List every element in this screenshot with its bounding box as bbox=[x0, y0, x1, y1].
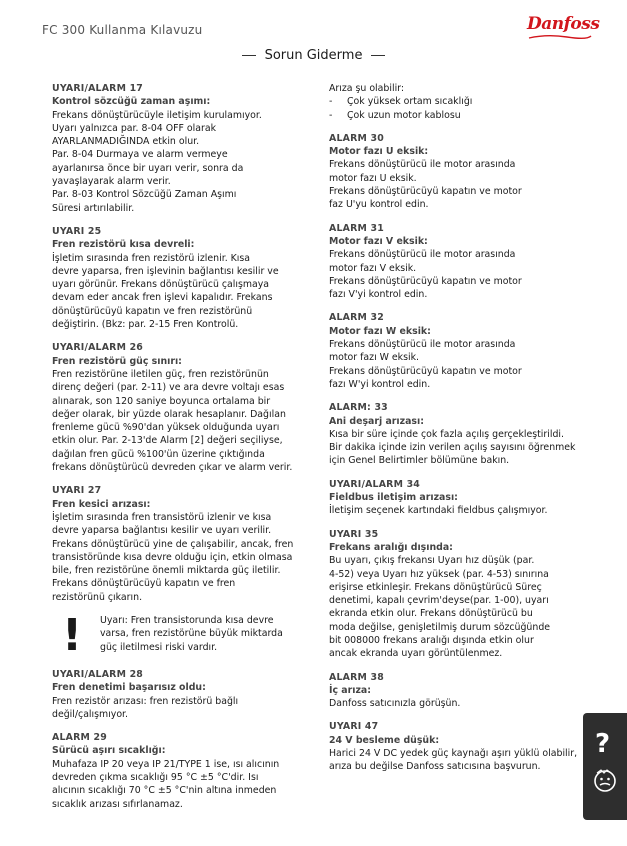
alarm-subtitle: İç arıza: bbox=[329, 684, 372, 696]
alarm-description-line: faz U'yu kontrol edin. bbox=[329, 199, 429, 211]
alarm-subtitle: Frekans aralığı dışında: bbox=[329, 541, 453, 553]
warning-note-text bbox=[92, 614, 283, 654]
alarm-description-line: Fren rezistörüne iletilen güç, fren rezistörünün bbox=[52, 368, 269, 380]
alarm-description-line: Frekans dönüştürücü ile motor arasında bbox=[329, 249, 516, 261]
alarm-description-line: Frekans dönüştürücü ile motor arasında bbox=[329, 159, 516, 171]
alarm-description-line: devre yaparsa, fren işlevinin bağlantısı kesilir ve bbox=[52, 265, 279, 277]
alarm-heading: UYARI 25 bbox=[52, 225, 102, 237]
alarm-subtitle: Fren denetimi başarısız oldu: bbox=[52, 682, 206, 694]
alarm-heading: ALARM 30 bbox=[329, 132, 384, 144]
bullet-text: Çok uzun motor kablosu bbox=[347, 109, 461, 121]
alarm-description-line: Frekans dönüştürücüyü kapatın ve motor bbox=[329, 365, 522, 377]
alarm-heading: UYARI/ALARM 26 bbox=[52, 342, 144, 354]
alarm-subtitle: Motor fazı U eksik: bbox=[329, 146, 429, 158]
alarm-entry bbox=[329, 82, 591, 122]
alarm-entry bbox=[52, 341, 314, 474]
alarm-subtitle: Motor fazı V eksik: bbox=[329, 235, 428, 247]
alarm-description-line: alınarak, son 120 saniye boyunca ortalama bir bbox=[52, 395, 271, 407]
alarm-description-line: fazı W'yi kontrol edin. bbox=[329, 378, 431, 390]
alarm-description-line: Par. 8-03 Kontrol Sözcüğü Zaman Aşımı bbox=[52, 189, 237, 201]
alarm-description-line: Frekans dönüştürücüyle iletişim kurulamıyor. bbox=[52, 109, 262, 121]
alarm-description-line: motor fazı U eksik. bbox=[329, 172, 417, 184]
alarm-description-line: sıcaklık arızası sıfırlanamaz. bbox=[52, 798, 183, 810]
alarm-description-line: motor fazı W eksik. bbox=[329, 352, 420, 364]
alarm-entry bbox=[52, 668, 314, 721]
alarm-subtitle: Ani deşarj arızası: bbox=[329, 415, 424, 427]
alarm-subtitle: Fieldbus iletişim arızası: bbox=[329, 492, 458, 504]
alarm-description-line: alıcının sıcaklığı 70 °C ±5 °C'nin altına inmeden bbox=[52, 785, 277, 797]
danfoss-logo: Danfoss bbox=[527, 14, 600, 34]
alarm-description-line: değil/çalışmıyor. bbox=[52, 708, 129, 720]
exclamation-icon: ! bbox=[61, 609, 83, 661]
alarm-entry bbox=[52, 225, 314, 331]
alarm-description-line: Frekans dönüştürücü ile motor arasında bbox=[329, 339, 516, 351]
alarm-description-line: İletişim seçenek kartındaki fieldbus çalışmıyor. bbox=[329, 505, 548, 517]
alarm-entry bbox=[52, 484, 314, 604]
alarm-description-line: transistöründe kısa devre olduğu için, etkin olmasa bbox=[52, 551, 293, 563]
alarm-description-line: Frekans dönüştürücüyü kapatın ve motor bbox=[329, 275, 522, 287]
alarm-entry bbox=[329, 671, 591, 711]
troubleshooting-face-icon bbox=[592, 767, 618, 793]
alarm-description-line: motor fazı V eksik. bbox=[329, 262, 417, 274]
alarm-subtitle: Sürücü aşırı sıcaklığı: bbox=[52, 745, 166, 757]
alarm-description-line: ekranda etkin olur. Frekans dönüştürücü bu bbox=[329, 608, 533, 620]
alarm-description-line: için Genel Belirtimler bölümüne bakın. bbox=[329, 455, 510, 467]
alarm-entry bbox=[329, 311, 591, 391]
alarm-entry bbox=[329, 478, 591, 518]
alarm-subtitle: 24 V besleme düşük: bbox=[329, 734, 440, 746]
alarm-description-line: yavaşlayarak alarm verir. bbox=[52, 176, 171, 188]
alarm-description-line: Frekans dönüştürücüyü kapatın ve motor bbox=[329, 186, 522, 198]
warning-line: güç iletilmesi riski vardır. bbox=[100, 641, 218, 653]
document-title: FC 300 Kullanma Kılavuzu bbox=[42, 23, 203, 37]
alarm-entry bbox=[52, 731, 314, 811]
alarm-entry bbox=[329, 401, 591, 467]
alarm-description-line: İşletim sırasında fren transistörü izlenir ve kısa bbox=[52, 511, 272, 523]
alarm-description-line: İşletim sırasında fren rezistörü izlenir. Kısa bbox=[52, 252, 251, 264]
alarm-heading: ALARM: 33 bbox=[329, 402, 388, 414]
warning-note bbox=[52, 609, 314, 661]
alarm-description-line: uyarı görünür. Frekans dönüştürücü çalışmaya bbox=[52, 279, 270, 291]
alarm-subtitle: Kontrol sözcüğü zaman aşımı: bbox=[52, 96, 211, 108]
alarm-heading: UYARI/ALARM 17 bbox=[52, 83, 144, 94]
alarm-entry bbox=[329, 720, 591, 773]
warning-line: varsa, fren rezistörüne büyük miktarda bbox=[100, 628, 283, 640]
alarm-description-line: etkin olur. Par. 2-13'de Alarm [2] değeri seçiliyse, bbox=[52, 435, 283, 447]
alarm-description-line: devam eder ancak fren işlevi kapalıdır. Frekans bbox=[52, 292, 273, 304]
alarm-heading: UYARI 35 bbox=[329, 528, 379, 540]
alarm-description-line: Arıza şu olabilir: bbox=[329, 83, 405, 94]
alarm-description-line: Uyarı yalnızca par. 8-04 OFF olarak bbox=[52, 122, 217, 134]
section-title-text: Sorun Giderme bbox=[264, 48, 363, 63]
alarm-description-line: değiştirin. (Bkz: par. 2-15 Fren Kontrolü. bbox=[52, 319, 239, 331]
alarm-description-line: Frekans dönüştürücüyü kapatın ve fren bbox=[52, 578, 236, 590]
alarm-description-line: fazı V'yi kontrol edin. bbox=[329, 289, 428, 301]
alarm-entry bbox=[329, 132, 591, 212]
alarm-description-line: dönüştürücüyü kapatın ve fren rezistörünü bbox=[52, 305, 253, 317]
alarm-description-line: bit 008000 frekans aralığı dışında etkin olur bbox=[329, 634, 534, 646]
alarm-heading: UYARI 47 bbox=[329, 721, 379, 733]
alarm-description-line: bile, fren rezistörüne önemli miktarda güç iletilir. bbox=[52, 565, 281, 577]
alarm-description-line: Frekans dönüştürücü yine de çalışabilir, ancak, fren bbox=[52, 538, 294, 550]
alarm-heading: ALARM 31 bbox=[329, 222, 384, 234]
alarm-description-line: rezistörünü çıkarın. bbox=[52, 591, 143, 603]
troubleshooting-side-tab[interactable] bbox=[583, 713, 627, 820]
alarm-subtitle: Fren rezistörü kısa devreli: bbox=[52, 239, 195, 251]
title-dash-left bbox=[242, 55, 256, 56]
section-title bbox=[0, 48, 627, 63]
alarm-entry bbox=[329, 222, 591, 302]
alarm-subtitle: Fren kesici arızası: bbox=[52, 498, 151, 510]
alarm-description-line: denetimi, kapalı çevrim'deyse(par. 1-00), uyarı bbox=[329, 595, 549, 607]
alarm-description-line: Par. 8-04 Durmaya ve alarm vermeye bbox=[52, 149, 228, 161]
alarm-description-line: Bu uyarı, çıkış frekansı Uyarı hız düşük (par. bbox=[329, 555, 535, 567]
left-column bbox=[52, 82, 314, 821]
alarm-description-line: Danfoss satıcınızla görüşün. bbox=[329, 698, 461, 710]
alarm-heading: ALARM 32 bbox=[329, 312, 384, 324]
alarm-subtitle: Fren rezistörü güç sınırı: bbox=[52, 355, 182, 367]
alarm-description-line: frenleme gücü %90'dan yüksek olduğunda uyarı bbox=[52, 422, 280, 434]
bullet-item bbox=[329, 109, 591, 122]
alarm-description-line: Muhafaza IP 20 veya IP 21/TYPE 1 ise, ısı alıcının bbox=[52, 758, 280, 770]
alarm-description-line: Süresi artırılabilir. bbox=[52, 202, 135, 214]
alarm-heading: ALARM 29 bbox=[52, 732, 107, 744]
logo-underline-swash bbox=[527, 34, 593, 40]
bullet-dash: - bbox=[329, 96, 333, 108]
alarm-description-line: arıza bu değilse Danfoss satıcısına başvurun. bbox=[329, 761, 541, 773]
bullet-item bbox=[329, 95, 591, 108]
alarm-description-line: ancak ekranda uyarı görüntülenmez. bbox=[329, 648, 503, 660]
alarm-description-line: Harici 24 V DC yedek güç kaynağı aşırı yüklü olabilir, bbox=[329, 748, 578, 760]
alarm-heading: UYARI/ALARM 28 bbox=[52, 668, 144, 680]
question-mark-icon: ? bbox=[595, 729, 611, 759]
alarm-description-line: moda değilse, genişletilmiş durum sözcüğünde bbox=[329, 621, 551, 633]
alarm-description-line: AYARLANMADIĞINDA etkin olur. bbox=[52, 136, 200, 148]
alarm-description-line: direnç değeri (par. 2-11) ve ara devre voltajı esas bbox=[52, 382, 285, 394]
warning-line: Uyarı: Fren transistorunda kısa devre bbox=[100, 614, 274, 626]
alarm-description-line: frekans dönüştürücü devreden çıkar ve alarm verir. bbox=[52, 462, 293, 474]
alarm-heading: UYARI/ALARM 34 bbox=[329, 478, 421, 490]
alarm-description-line: dağılan fren gücü %100'ün üzerine çıktığında bbox=[52, 448, 265, 460]
alarm-heading: UYARI 27 bbox=[52, 485, 102, 497]
bullet-dash: - bbox=[329, 109, 333, 121]
alarm-description-line: Bir dakika içinde izin verilen açılış sayısını öğrenmek bbox=[329, 442, 576, 454]
right-column bbox=[329, 82, 591, 784]
bullet-text: Çok yüksek ortam sıcaklığı bbox=[347, 96, 473, 108]
alarm-description-line: değer olarak, bir yüzde olarak hesaplanır. Dağılan bbox=[52, 408, 286, 420]
alarm-description-line: ayarlanırsa önce bir uyarı verir, sonra da bbox=[52, 162, 244, 174]
alarm-description-line: Kısa bir süre içinde çok fazla açılış gerçekleştirildi. bbox=[329, 428, 565, 440]
alarm-entry bbox=[329, 528, 591, 661]
alarm-description-line: devre yaparsa bağlantısı kesilir ve uyarı verilir. bbox=[52, 525, 272, 537]
alarm-entry bbox=[52, 82, 314, 215]
alarm-heading: ALARM 38 bbox=[329, 671, 384, 683]
alarm-subtitle: Motor fazı W eksik: bbox=[329, 325, 431, 337]
alarm-description-line: 4-52) veya Uyarı hız yüksek (par. 4-53) sınırına bbox=[329, 568, 549, 580]
alarm-description-line: devreden çıkma sıcaklığı 95 °C ±5 °C'dir. Isı bbox=[52, 772, 259, 784]
alarm-description-line: Fren rezistör arızası: fren rezistörü bağlı bbox=[52, 695, 239, 707]
title-dash-right bbox=[371, 55, 385, 56]
alarm-description-line: erişirse etkinleşir. Frekans dönüştürücü Süreç bbox=[329, 581, 542, 593]
